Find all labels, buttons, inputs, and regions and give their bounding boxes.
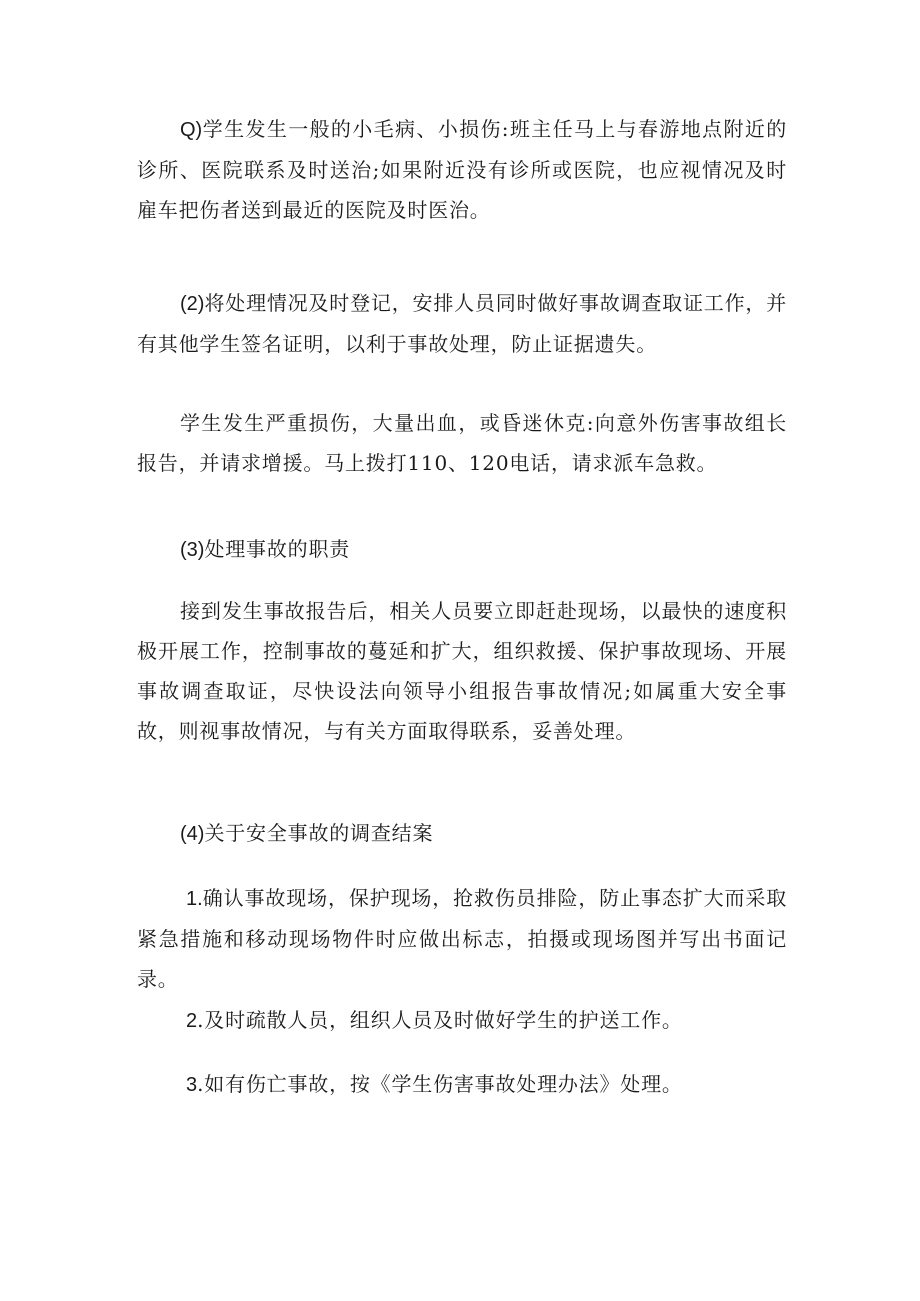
list-item-text: .如有伤亡事故，按《学生伤害事故处理办法》处理。: [197, 1072, 683, 1096]
paragraph-prefix: (3): [180, 539, 205, 561]
paragraph-serious-injury: [137, 403, 787, 483]
paragraph-minor-injury: [137, 109, 787, 230]
paragraph-text: 学生发生一般的小毛病、小损伤:班主任马上与春游地点附近的诊所、医院联系及时送治;如果附近没有诊所或医院，也应视情况及时雇车把伤者送到最近的医院及时医治。: [137, 117, 787, 222]
paragraph-text: 接到发生事故报告后，相关人员要立即赶赴现场，以最快的速度积极开展工作，控制事故的蔓延和扩大，组织救援、保护事故现场、开展事故调查取证，尽快设法向领导小组报告事故情况;如属重大安全事故，则视事故情况，与有关方面取得联系，妥善处理。: [137, 599, 787, 743]
paragraph-text: 处理事故的职责: [204, 537, 351, 561]
list-item-text: 确认事故现场，保护现场，抢救伤员排险，防止事态扩大而采取紧急措施和移动现场物件时应做出标志，拍摄或现场图并写出书面记录。: [137, 886, 787, 991]
list-item-1: [137, 878, 787, 999]
list-item-text: .及时疏散人员，组织人员及时做好学生的护送工作。: [197, 1008, 683, 1032]
list-item-number: 1.: [186, 888, 203, 910]
paragraph-record-handling: [137, 283, 787, 364]
list-item-3: [137, 1064, 787, 1105]
list-item-number: 3: [186, 1074, 198, 1096]
paragraph-prefix: Q): [180, 119, 203, 141]
paragraph-prefix: (2): [180, 293, 205, 315]
paragraph-prefix: (4): [180, 823, 205, 845]
paragraph-text: 关于安全事故的调查结案: [204, 821, 434, 845]
list-item-2: [137, 1000, 787, 1041]
heading-duties: [137, 529, 787, 570]
list-item-number: 2: [186, 1010, 198, 1032]
paragraph-text: 学生发生严重损伤，大量出血，或昏迷休克:向意外伤害事故组长报告，并请求增援。马上拨打110、120电话，请求派车急救。: [137, 411, 787, 475]
paragraph-duties-body: [137, 591, 787, 751]
heading-investigation: [137, 813, 787, 854]
paragraph-text: 将处理情况及时登记，安排人员同时做好事故调查取证工作，并有其他学生签名证明，以利于事故处理，防止证据遗失。: [137, 291, 787, 356]
